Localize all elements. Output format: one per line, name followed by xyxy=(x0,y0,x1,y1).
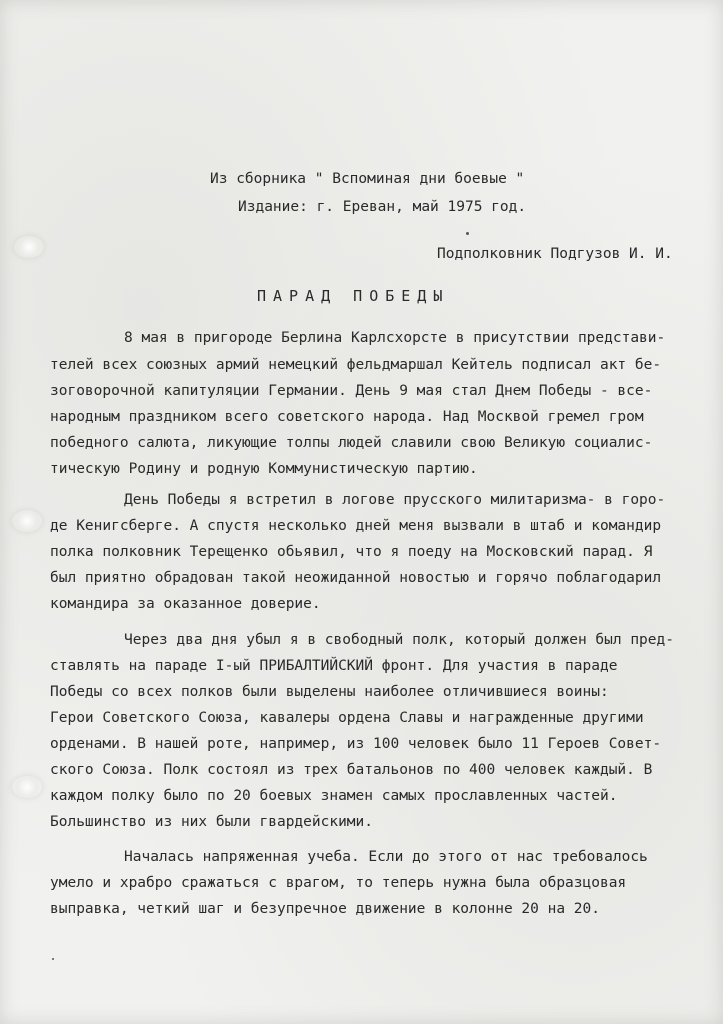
edition-line: Издание: г. Ереван, май 1975 год. xyxy=(238,199,527,215)
ink-speck xyxy=(466,232,469,235)
body-line: де Кенигсберге. А спустя несколько дней меня вызвали в штаб и командир xyxy=(50,518,662,534)
body-line: тическую Родину и родную Коммунистическую партию. xyxy=(50,461,478,477)
body-line: Через два дня убыл я в свободный полк, который должен был пред- xyxy=(124,632,674,648)
page-title: ПАРАД ПОБЕДЫ xyxy=(257,287,450,305)
body-line: каждом полку было по 20 боевых знамен самых прославленных частей. xyxy=(50,788,618,804)
body-line: полка полковник Терещенко обьявил, что я поеду на Московский парад. Я xyxy=(50,544,653,560)
body-line: был приятно обрадован такой неожиданной новостью и горячо поблагодарил xyxy=(50,570,662,586)
author-line: Подполковник Подгузов И. И. xyxy=(437,246,673,262)
body-line: Герои Советского Союза, кавалеры ордена Славы и награжденные другими xyxy=(50,710,644,726)
body-line: зоговорочной капитуляции Германии. День 9 мая стал Днем Победы - все- xyxy=(50,383,653,399)
punch-hole-middle xyxy=(12,510,42,532)
body-line: выправка, четкий шаг и безупречное движение в колонне 20 на 20. xyxy=(50,901,600,917)
body-line: умело и храбро сражаться с врагом, то теперь нужна была образцовая xyxy=(50,875,627,891)
punch-hole-top xyxy=(14,236,44,258)
body-line: народным праздником всего советского народа. Над Москвой гремел гром xyxy=(50,409,644,425)
body-line: Победы со всех полков были выделены наиболее отличившиеся воины: xyxy=(50,684,609,700)
body-line: телей всех союзных армий немецкий фельдмаршал Кейтель подписал акт бе- xyxy=(50,357,662,373)
body-line: ского Союза. Полк состоял из трех батальонов по 400 человек каждый. В xyxy=(50,762,653,778)
body-line: Началась напряженная учеба. Если до этого от нас требовалось xyxy=(124,849,648,865)
body-line: ставлять на параде I-ый ПРИБАЛТИЙСКИЙ фронт. Для участия в параде xyxy=(50,658,618,674)
ink-speck xyxy=(52,958,54,960)
body-line: 8 мая в пригороде Берлина Карлсхорсте в присутствии представи- xyxy=(124,330,666,346)
body-line: орденами. В нашей роте, например, из 100 человек было 11 Героев Совет- xyxy=(50,736,662,752)
body-line: командира за оказанное доверие. xyxy=(50,596,321,612)
body-line: Большинство из них были гвардейскими. xyxy=(50,814,374,830)
body-line: День Победы я встретил в логове прусского милитаризма- в горо- xyxy=(124,492,666,508)
source-line: Из сборника " Вспоминая дни боевые " xyxy=(210,171,525,187)
body-line: победного салюта, ликующие толпы людей славили свою Великую социалис- xyxy=(50,435,653,451)
punch-hole-lower xyxy=(12,776,42,798)
